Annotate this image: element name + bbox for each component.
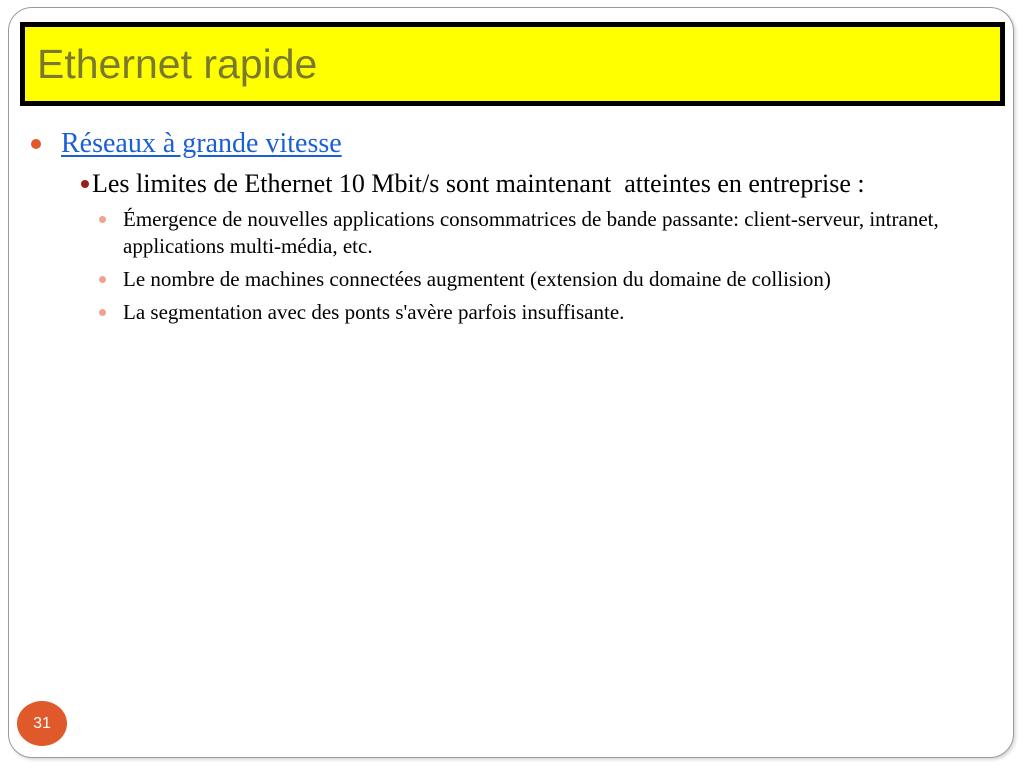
bullet-dot-icon (99, 276, 106, 283)
bullet-dot-icon (31, 139, 41, 149)
bullet-dot-icon (81, 180, 89, 188)
title-bar (20, 22, 1005, 106)
bullet-level3 (28, 206, 968, 260)
slide-content (28, 126, 968, 326)
bullet-text: La segmentation avec des ponts s'avère parfois insuffisante. (123, 300, 625, 324)
reseaux-link[interactable]: Réseaux à grande vitesse (61, 128, 342, 159)
bullet-level3 (28, 266, 968, 293)
slide-frame (8, 7, 1014, 758)
page-number-badge: 31 (17, 701, 67, 746)
bullet-text: Émergence de nouvelles applications consommatrices de bande passante: client-serveur, intranet, applications multi-média, etc. (123, 207, 939, 258)
bullet-text: Le nombre de machines connectées augmentent (extension du domaine de collision) (123, 267, 831, 291)
bullet-dot-icon (99, 216, 106, 223)
slide-title: Ethernet rapide (37, 41, 318, 87)
bullet-level3 (28, 299, 968, 326)
bullet-level1 (28, 126, 968, 162)
bullet-level2 (28, 168, 968, 200)
bullet-text: Les limites de Ethernet 10 Mbit/s sont maintenant atteintes en entreprise : (92, 169, 865, 198)
bullet-dot-icon (99, 309, 106, 316)
